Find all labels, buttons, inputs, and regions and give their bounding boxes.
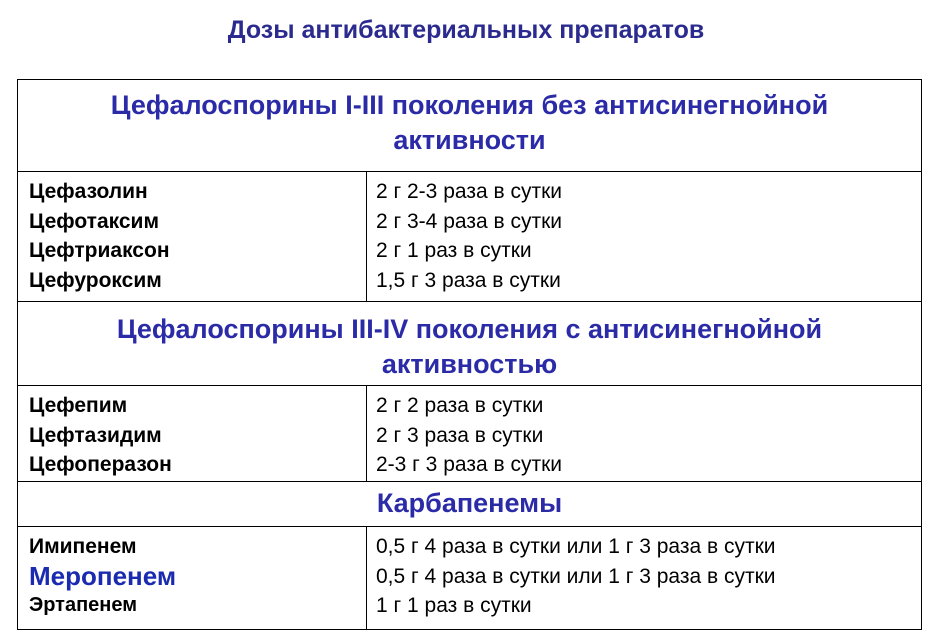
drug-name: Цефотаксим [29, 209, 159, 233]
section-heading-line2: активностью [381, 349, 558, 379]
drug-doses-cell [367, 386, 922, 482]
section-heading-line1: Карбапенемы [376, 488, 563, 518]
drug-dose: 2 г 3-4 раза в сутки [376, 209, 562, 233]
drug-group-row [18, 386, 922, 482]
drug-names-cell [18, 172, 367, 302]
drug-dose: 2 г 3 раза в сутки [376, 423, 544, 447]
drug-dose: 1,5 г 3 раза в сутки [376, 268, 561, 292]
drug-names-cell [18, 527, 367, 630]
section-heading [18, 482, 922, 527]
section-heading [18, 302, 922, 386]
drug-names-cell [18, 386, 367, 482]
drug-name: Цефуроксим [29, 268, 162, 292]
drug-name: Цефтазидим [29, 423, 162, 447]
drug-dose: 2 г 2-3 раза в сутки [376, 180, 562, 203]
drug-name: Имипенем [29, 535, 137, 558]
drug-dose: 2 г 1 раз в сутки [376, 239, 532, 262]
drug-dose: 0,5 г 4 раза в сутки или 1 г 3 раза в сутки [376, 564, 776, 588]
drug-dose: 2 г 2 раза в сутки [376, 394, 544, 417]
drug-name: Цефепим [29, 394, 128, 417]
drug-group-row [18, 527, 922, 630]
drug-name: Эртапенем [29, 594, 138, 616]
page-title: Дозы антибактериальных препаратов [227, 16, 705, 44]
drug-dose: 2-3 г 3 раза в сутки [376, 453, 562, 476]
section-row-cephalosporins-3-4 [18, 302, 922, 386]
drug-group-row [18, 172, 922, 302]
drug-name-highlighted: Меропенем [29, 560, 177, 591]
section-row-carbapenems [18, 482, 922, 527]
section-heading [18, 80, 922, 172]
section-heading-line1: Цефалоспорины I-III поколения без антисинегнойной [110, 90, 829, 120]
section-heading-line2: активности [393, 125, 546, 155]
drug-dose: 1 г 1 раз в сутки [376, 594, 532, 617]
drug-dose: 0,5 г 4 раза в сутки или 1 г 3 раза в сутки [376, 535, 776, 558]
drug-doses-cell [367, 527, 922, 630]
dosage-table [17, 79, 922, 630]
drug-name: Цефтриаксон [29, 239, 170, 262]
section-heading-line1: Цефалоспорины III-IV поколения с антисинегнойной [116, 314, 823, 344]
drug-doses-cell [367, 172, 922, 302]
drug-name: Цефазолин [29, 180, 148, 203]
section-row-cephalosporins-1-3 [18, 80, 922, 172]
drug-name: Цефоперазон [29, 453, 172, 476]
